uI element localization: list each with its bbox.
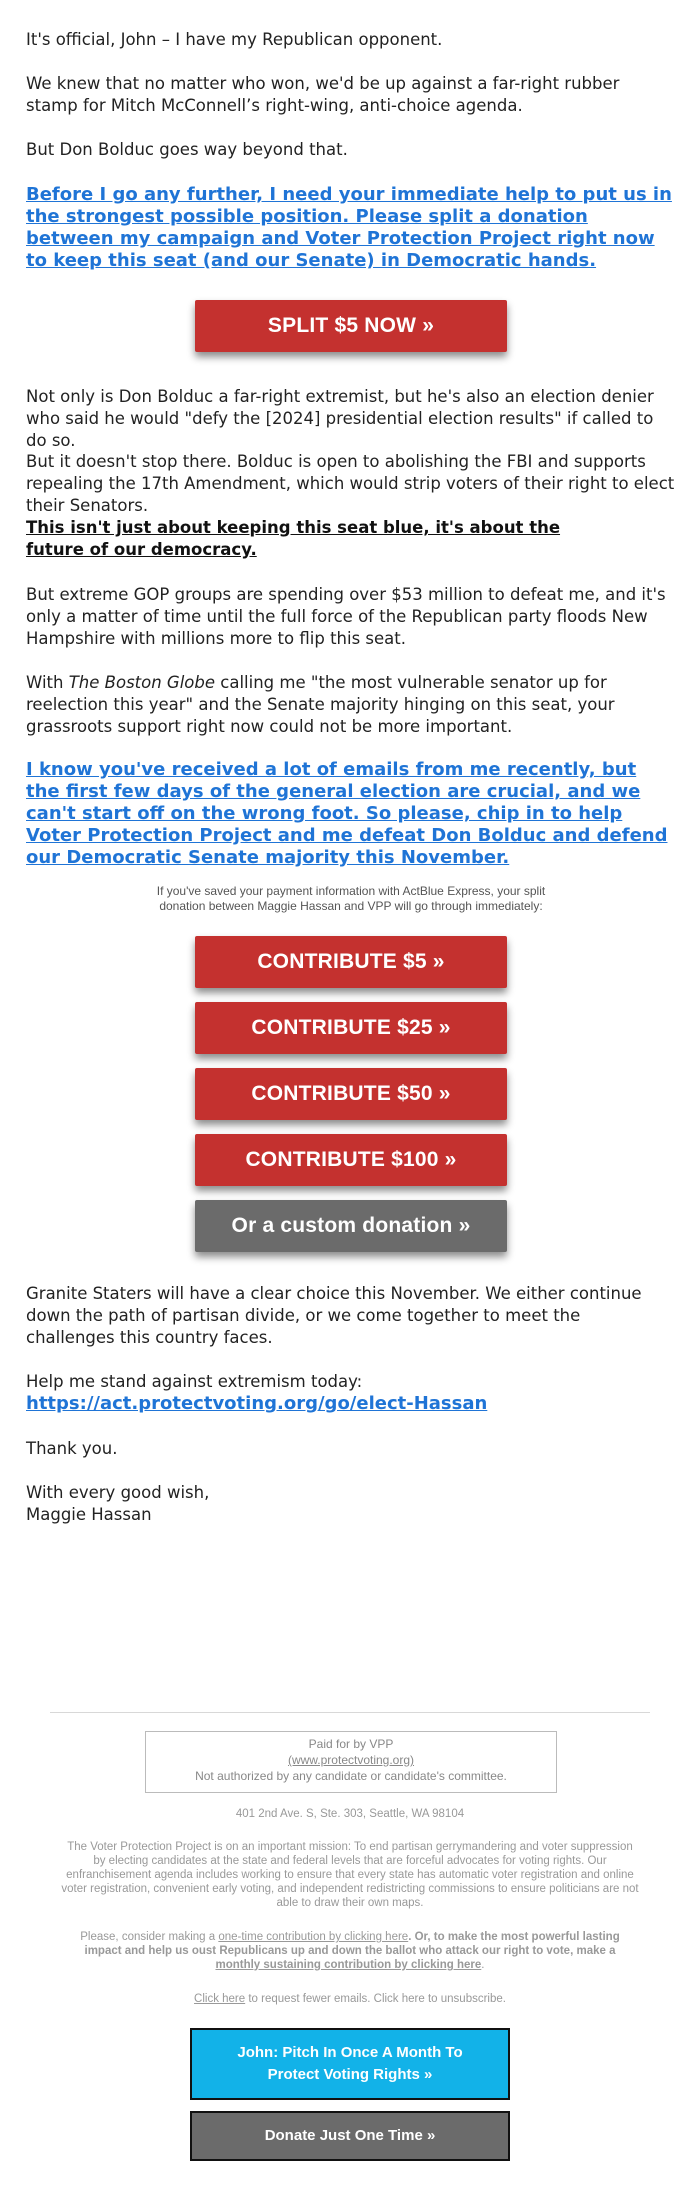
paragraph (26, 672, 676, 738)
text: . Or, to make the most powerful lasting impact and help us oust Republicans up and down the ballot who attack our right to vote, make a (84, 1931, 620, 1957)
paragraph: Thank you. (26, 1439, 118, 1458)
paragraph: We knew that no matter who won, we'd be up against a far-right rubber stamp for Mitch McConnell’s right-wing, anti-choice agenda. (26, 74, 620, 115)
mission-text: The Voter Protection Project is on an important mission: To end partisan gerrymandering and voter suppression by electing candidates at the state and federal levels that are forceful advocates for voting rights. Our enfranchisement agenda includes working to ensure that every state has automatic voter registration and online voter registration, convenient early voting, and independent redistricting commissions to ensure politicians are not able to draw their own maps. (61, 1841, 639, 1909)
text: . (481, 1959, 485, 1971)
paragraph: Not only is Don Bolduc a far-right extremist, but he's also an election denier who said he would "defy the [2024] presidential election results" if called to do so. (26, 387, 654, 450)
contribute-5-button[interactable]: CONTRIBUTE $5 » (195, 936, 507, 988)
one-time-contribution-link[interactable]: one-time contribution by clicking here (218, 1931, 409, 1943)
signature: Maggie Hassan (26, 1505, 152, 1524)
emphasis-text: This isn't just about keeping this seat blue, it's about the future of our democracy. (26, 518, 561, 559)
monthly-contribution-link[interactable]: monthly sustaining contribution by clicking here (215, 1959, 482, 1971)
publication-name: The Boston Globe (68, 673, 216, 692)
paragraph: Granite Staters will have a clear choice this November. We either continue down the path of partisan divide, or we come together to meet the challenges this country faces. (26, 1284, 642, 1347)
paragraph: But extreme GOP groups are spending over $53 million to defeat me, and it's only a matter of time until the full force of the Republican party floods New Hampshire with millions more to flip this seat. (26, 585, 666, 648)
fewer-emails-link[interactable]: Click here (194, 1993, 246, 2005)
website-link[interactable]: (www.protectvoting.org) (287, 1753, 415, 1767)
unsubscribe-line (50, 1992, 650, 2006)
monthly-donation-button[interactable]: John: Pitch In Once A Month To Protect Voting Rights » (190, 2028, 510, 2100)
emphasis-paragraph (26, 517, 616, 561)
paragraph: But it doesn't stop there. Bolduc is open to abolishing the FBI and supports repealing the 17th Amendment, which would strip voters of their right to elect their Senators. (26, 452, 675, 515)
chip-in-link[interactable]: I know you've received a lot of emails from me recently, but the first few days of the general election are crucial, and we can't start off on the wrong foot. So please, chip in to help Voter Protection Project and me defeat Don Bolduc and defend our Democratic Senate majority this November. (26, 759, 668, 868)
address: 401 2nd Ave. S, Ste. 303, Seattle, WA 98104 (235, 1808, 465, 1820)
one-time-donation-button[interactable]: Donate Just One Time » (190, 2111, 510, 2161)
contribute-25-button[interactable]: CONTRIBUTE $25 » (195, 1002, 507, 1054)
unsubscribe-text: to request fewer emails. Click here to unsubscribe. (245, 1993, 506, 2005)
split-donation-button[interactable]: SPLIT $5 NOW » (195, 300, 507, 352)
actblue-express-note: If you've saved your payment information with ActBlue Express, your split donation between Maggie Hassan and VPP will go through immediately: (156, 884, 546, 913)
contribute-50-button[interactable]: CONTRIBUTE $50 » (195, 1068, 507, 1120)
donate-link[interactable]: Before I go any further, I need your immediate help to put us in the strongest possible position. Please split a donation between my campaign and Voter Protection Project right now to keep this seat (and our Senate) in Democratic hands. (26, 184, 672, 271)
donation-url-link[interactable]: https://act.protectvoting.org/go/elect-Hassan (26, 1393, 488, 1414)
paid-by-text: Paid for by VPP (308, 1737, 394, 1751)
closing-line: With every good wish, (26, 1483, 210, 1502)
contribute-100-button[interactable]: CONTRIBUTE $100 » (195, 1134, 507, 1186)
custom-donation-button[interactable]: Or a custom donation » (195, 1200, 507, 1252)
greeting-paragraph: It's official, John – I have my Republican opponent. (26, 30, 443, 49)
text: calling me "the most vulnerable senator up for reelection this year" and the Senate majority hinging on this seat, your grassroots support right now could not be more important. (26, 673, 615, 736)
footer-divider (50, 1712, 650, 1713)
paragraph: Help me stand against extremism today: (26, 1372, 363, 1391)
paid-for-box (145, 1731, 557, 1793)
paragraph: But Don Bolduc goes way beyond that. (26, 140, 348, 159)
text: Please, consider making a (80, 1931, 219, 1943)
consider-text (70, 1930, 630, 1972)
not-authorized-text: Not authorized by any candidate or candidate's committee. (195, 1769, 507, 1783)
text: With (26, 673, 69, 692)
